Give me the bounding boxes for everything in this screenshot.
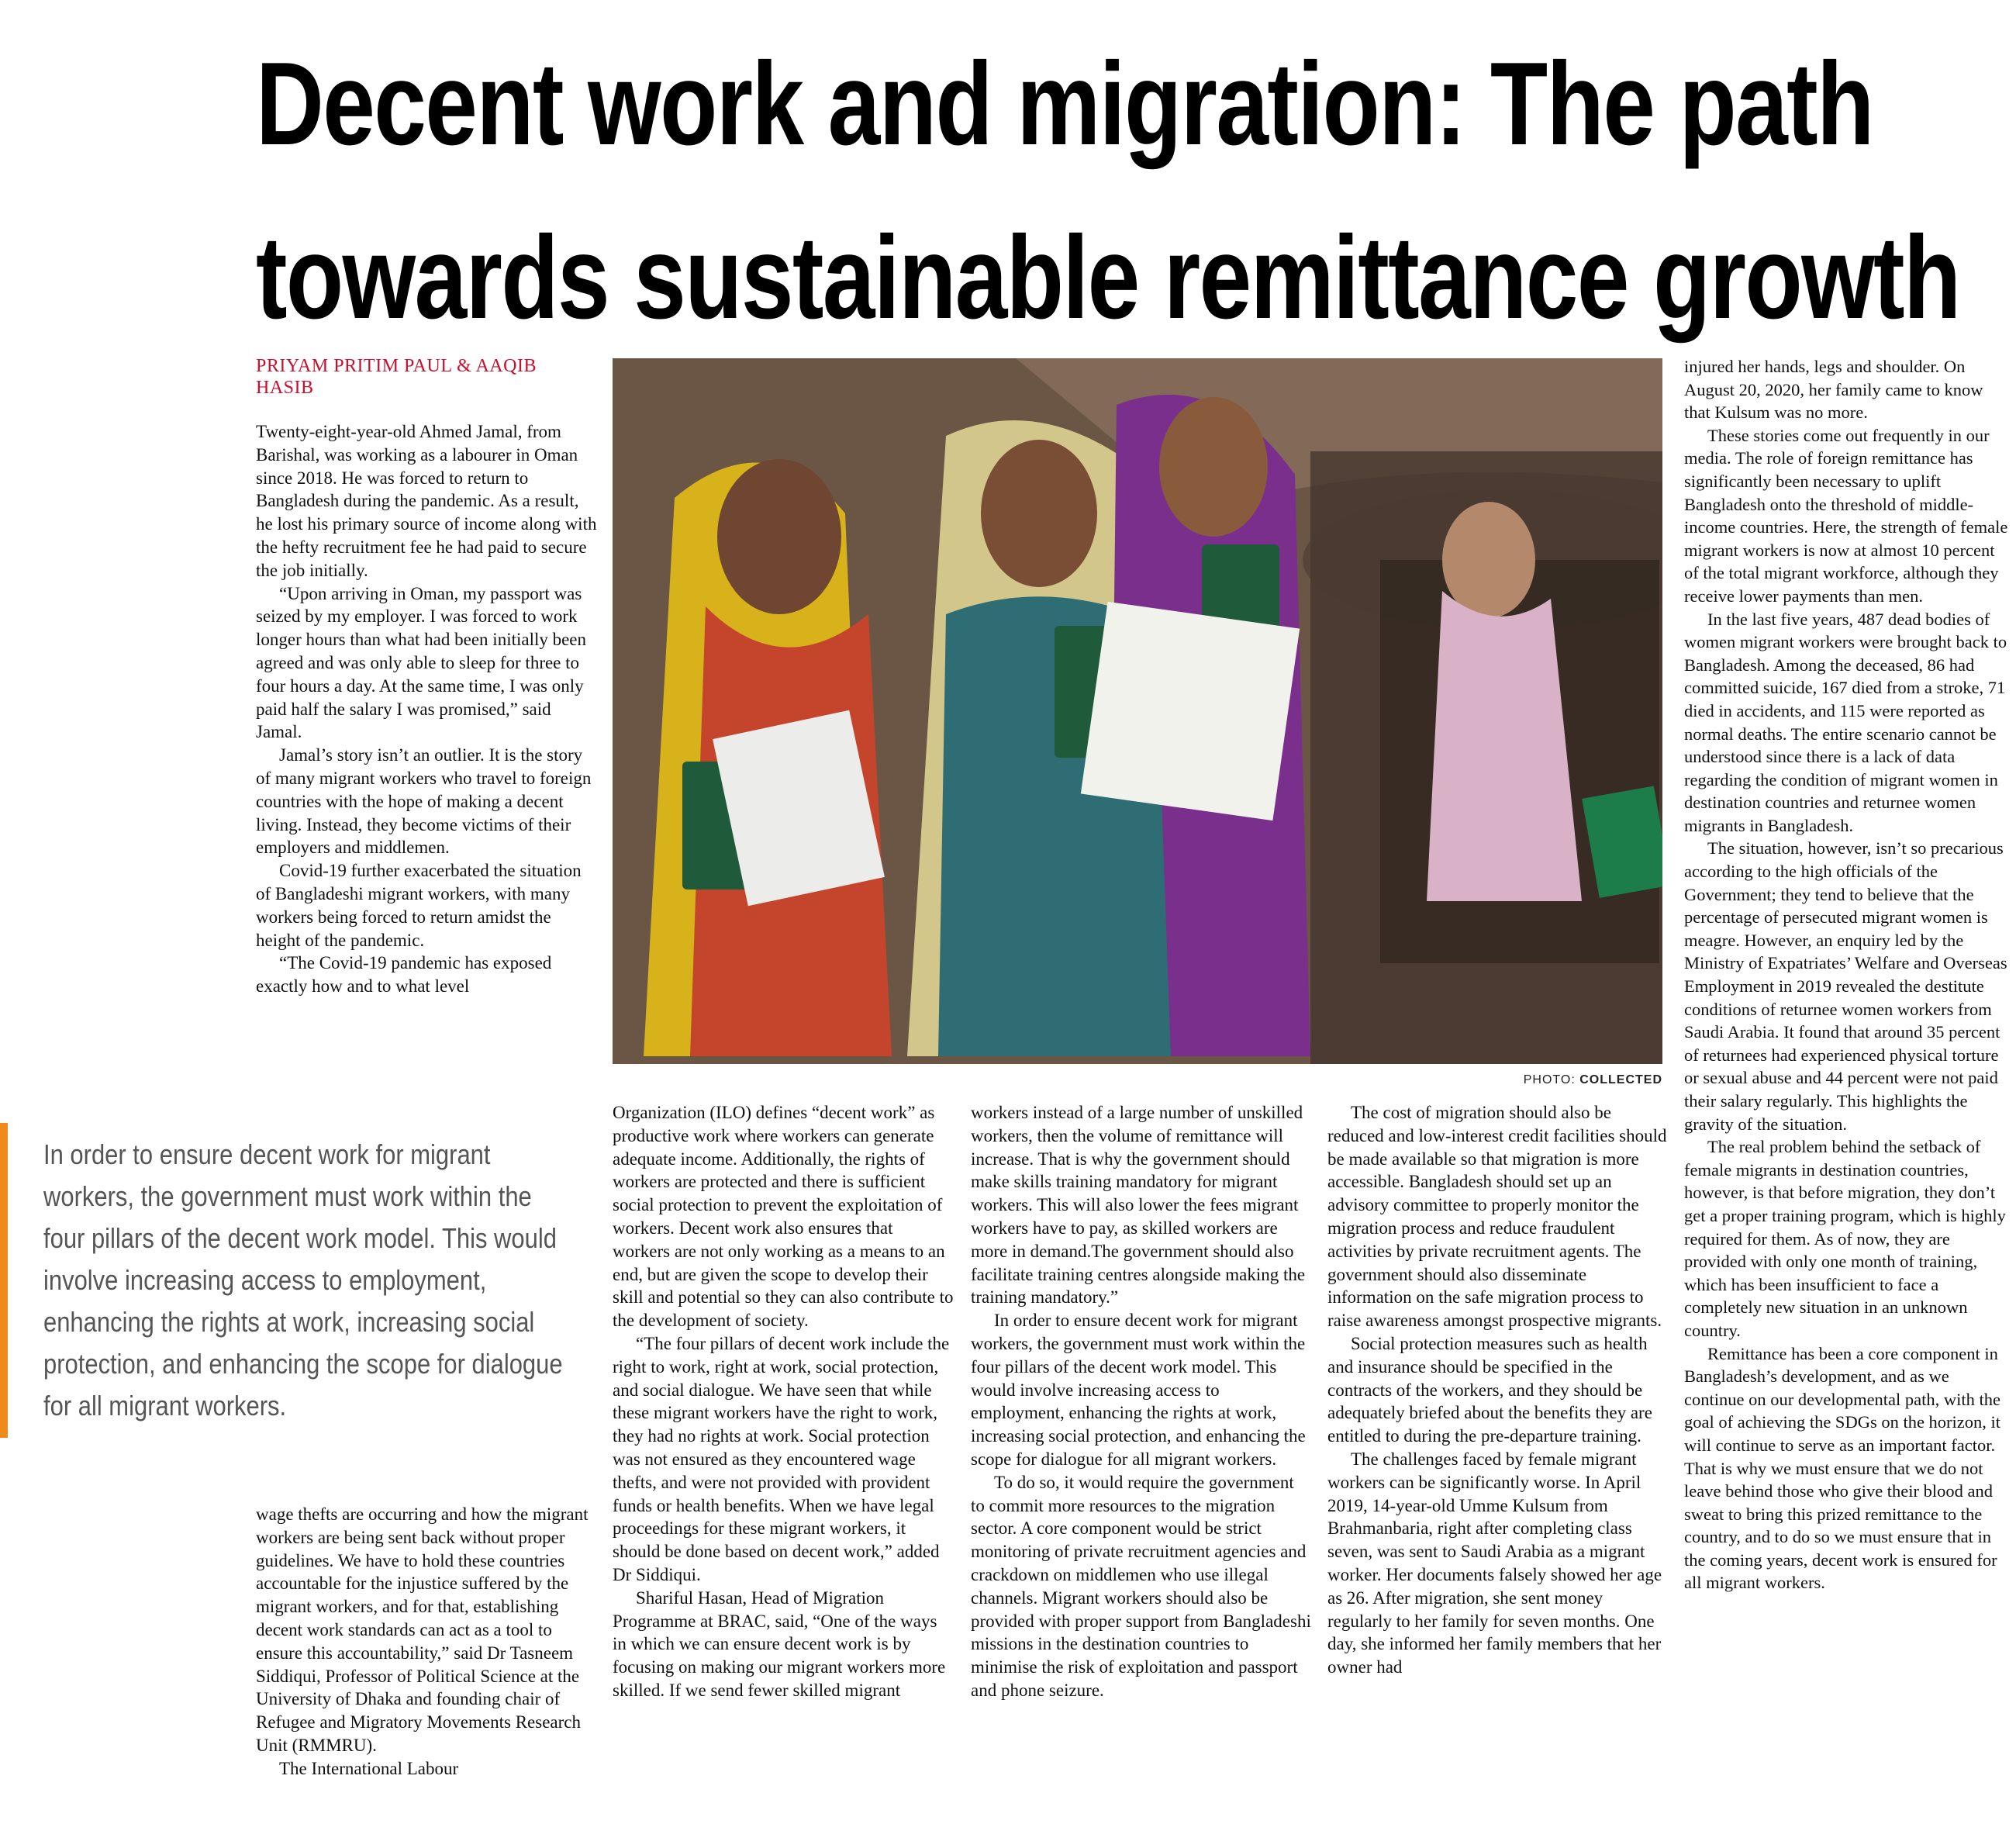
headline-line-2: towards sustainable remittance growth (256, 212, 1960, 344)
column-3 (971, 1101, 1312, 1702)
paragraph: Jamal’s story isn’t an outlier. It is the story of many migrant workers who travel to foreign countries with the hope of making a decent living. Instead, they become victims of their employers and middlemen. (256, 745, 592, 858)
column-1-top (256, 420, 597, 998)
paragraph: wage thefts are occurring and how the migrant workers are being sent back without proper guidelines. We have to hold these countries accountable for the injustice suffered by the migrant workers, and for that, establishing decent work standards can act as a tool to ensure this accountability,” said Dr Tasneem Siddiqui, Professor of Political Science at the University of Dhaka and founding chair of Refugee and Migratory Movements Research Unit (RMMRU). (256, 1504, 589, 1755)
paragraph: The cost of migration should also be reduced and low-interest credit facilities should be made available so that migration is more accessible. Bangladesh should set up an advisory committee to properly monitor the migration process and reduce fraudulent activities by private recruitment agents. The government should also disseminate information on the safe migration process to raise awareness amongst prospective migrants. (1327, 1103, 1667, 1331)
paragraph: These stories come out frequently in our media. The role of foreign remittance has significantly been necessary to uplift Bangladesh onto the threshold of middle-income countries. Here, the strength of female migrant workers is now at almost 10 percent of the total migrant workforce, although they receive lower payments than men. (1684, 425, 2008, 606)
pullquote: In order to ensure decent work for migrant workers, the government must work within the four pillars of the decent work model. This would involve increasing access to employment, enhancing the rights at work, increasing social protection, and enhancing the scope for dialogue for all migrant workers. (43, 1138, 563, 1422)
pullquote-accent-bar (0, 1123, 8, 1438)
photo-credit-name: COLLECTED (1579, 1073, 1662, 1086)
column-1-bottom (256, 1503, 597, 1781)
paragraph: “Upon arriving in Oman, my passport was seized by my employer. I was forced to work longer hours than what had been initially been agreed and was only able to sleep for three to four hours a day. At the same time, I was only paid half the salary I was promised,” said Jamal. (256, 583, 587, 742)
paragraph: In order to ensure decent work for migrant workers, the government must work within the four pillars of the decent work model. This would involve increasing access to employment, enhancing the rights at work, increasing social protection, and enhancing the scope for dialogue for all migrant workers. (971, 1311, 1306, 1469)
column-4 (1327, 1101, 1669, 1679)
paragraph: To do so, it would require the government to commit more resources to the migration sector. A core component would be strict monitoring of private recruitment agencies and crackdown on middlemen who use illegal channels. Migrant workers should also be provided with proper support from Bangladeshi missions in the destination countries to minimise the risk of exploitation and passport and phone seizure. (971, 1472, 1311, 1700)
paragraph: injured her hands, legs and shoulder. On August 20, 2020, her family came to know that Kulsum was no more. (1684, 357, 1983, 423)
column-5 (1684, 355, 2010, 1594)
paragraph: Shariful Hasan, Head of Migration Programme at BRAC, said, “One of the ways in which we can ensure decent work is by focusing on making our migrant workers more skilled. If we send fewer skilled migrant (613, 1587, 946, 1700)
paragraph: Organization (ILO) defines “decent work” as productive work where workers can generate adequate income. Additionally, the rights of workers are protected and there is sufficient social protection to prevent the exploitation of workers. Decent work also ensures that workers are not only working as a means to an end, but are given the scope to develop their skill and potential so they can also contribute to the development of society. (613, 1103, 954, 1331)
byline: PRIYAM PRITIM PAUL & AAQIB HASIB (256, 356, 537, 398)
column-2 (613, 1101, 954, 1702)
paragraph: “The Covid-19 pandemic has exposed exactly how and to what level (256, 953, 552, 997)
headline-line-1: Decent work and migration: The path (256, 38, 1873, 170)
paragraph: In the last five years, 487 dead bodies of women migrant workers were brought back to Bangladesh. Among the deceased, 86 had committed suicide, 167 died from a stroke, 71 died in accidents, and 115 were reported as normal deaths. The entire scenario cannot be understood since there is a lack of data regarding the condition of migrant women in destination countries and returnee women migrants in Bangladesh. (1684, 609, 2007, 835)
paragraph: Remittance has been a core component in Bangladesh’s development, and as we continue on our developmental path, with the goal of achieving the SDGs on the horizon, it will continue to serve as an important factor. That is why we must ensure that we do not leave behind those who give their blood and sweat to bring this prized remittance to the country, and to do so we must ensure that in the coming years, decent work is ensured for all migrant workers. (1684, 1343, 2001, 1593)
paragraph: The real problem behind the setback of female migrants in destination countries, however, is that before migration, they don’t get a proper training program, which is highly required for them. As of now, they are provided with only one month of training, which has been insufficient to face a completely new situation in an unknown country. (1684, 1137, 2006, 1340)
paragraph: Twenty-eight-year-old Ahmed Jamal, from Barishal, was working as a labourer in Oman since 2018. He was forced to return to Bangladesh during the pandemic. As a result, he lost his primary source of income along with the hefty recruitment fee he had paid to secure the job initially. (256, 422, 597, 580)
paragraph: The challenges faced by female migrant workers can be significantly worse. In April 2019, 14-year-old Umme Kulsum from Brahmanbaria, right after completing class seven, was sent to Saudi Arabia as a migrant worker. Her documents falsely showed her age as 26. After migration, she sent money regularly to her family for seven months. One day, she informed her family members that her owner had (1327, 1449, 1662, 1677)
photo-credit-prefix: PHOTO: (1523, 1073, 1576, 1086)
paragraph: The International Labour (279, 1758, 459, 1778)
paragraph: Social protection measures such as health and insurance should be specified in the contracts of the workers, and they should be adequately briefed about the benefits they are entitled to during the pre-departure training. (1327, 1333, 1652, 1446)
paragraph: “The four pillars of decent work include the right to work, right at work, social protection, and social dialogue. We have seen that while these migrant workers have the right to work, they had no rights at work. Social protection was not ensured as they encountered wage thefts, and were not provided with provident funds or health benefits. When we have legal proceedings for these migrant workers, it should be done based on decent work,” added Dr Siddiqui. (613, 1333, 950, 1584)
paragraph: Covid-19 further exacerbated the situation of Bangladeshi migrant workers, with many workers being forced to return amidst the height of the pandemic. (256, 861, 582, 950)
paragraph: The situation, however, isn’t so precarious according to the high officials of the Government; they tend to believe that the percentage of persecuted migrant women is meagre. However, an enquiry led by the Ministry of Expatriates’ Welfare and Overseas Employment in 2019 revealed the destitute conditions of returnee women workers from Saudi Arabia. It found that around 35 percent of returnees had experienced physical torture or sexual abuse and 44 percent were not paid their salary regularly. This highlights the gravity of the situation. (1684, 838, 2007, 1134)
paragraph: workers instead of a large number of unskilled workers, then the volume of remittance will increase. That is why the government should make skills training mandatory for migrant workers. This will also lower the fees migrant workers have to pay, as skilled workers are more in demand.The government should also facilitate training centres alongside making the training mandatory.” (971, 1103, 1306, 1308)
article-photo (613, 358, 1662, 1064)
photo-credit (1496, 1073, 1662, 1087)
photo-illustration (613, 358, 1662, 1064)
